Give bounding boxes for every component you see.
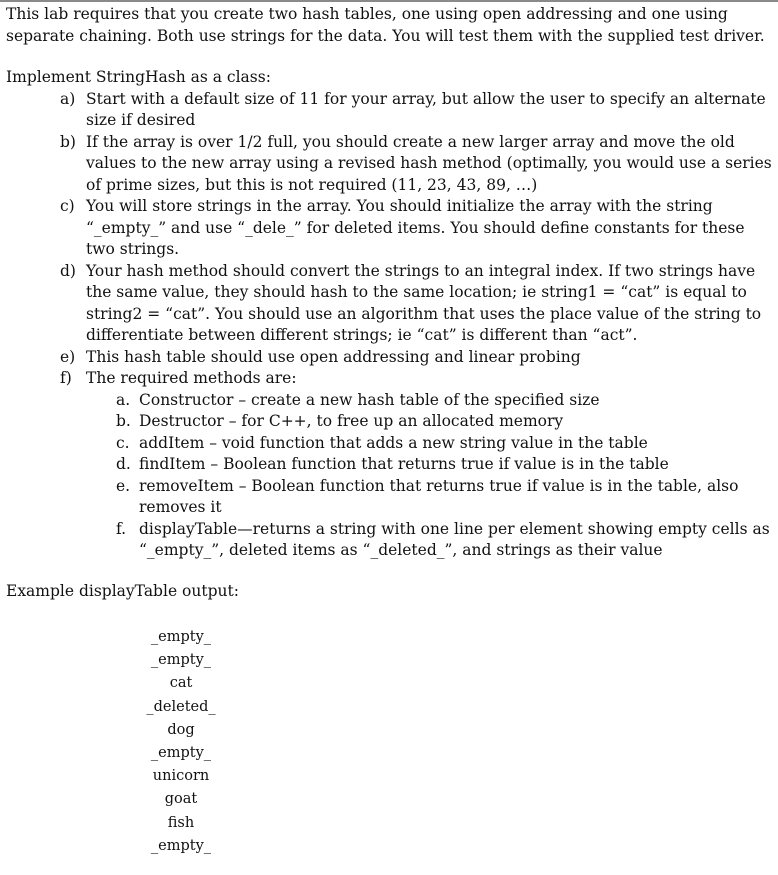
method-text: removeItem – Boolean function that returns true if value is in the table, also removes it bbox=[139, 476, 739, 516]
example-output-line: dog bbox=[167, 721, 195, 738]
requirement-item-d bbox=[6, 261, 772, 347]
example-output-line: _empty_ bbox=[150, 745, 212, 762]
example-output-line: fish bbox=[167, 814, 195, 831]
list-marker: a. bbox=[116, 390, 131, 409]
top-border bbox=[0, 0, 778, 2]
document-page bbox=[6, 4, 772, 858]
list-marker: d. bbox=[116, 455, 131, 473]
list-marker: c. bbox=[116, 433, 130, 452]
list-marker: b. bbox=[116, 412, 131, 430]
method-item-displaytable bbox=[6, 519, 772, 562]
intro-paragraph: This lab requires that you create two hash tables, one using open addressing and one using separate chaining. Both use strings for the data. You will test them with the supplied test driver. bbox=[6, 5, 765, 45]
requirement-item-e bbox=[6, 347, 772, 369]
method-item-destructor bbox=[6, 411, 772, 433]
method-text: displayTable—returns a string with one line per element showing empty cells as “_empty_”, deleted items as “_deleted_”, and strings as their value bbox=[139, 519, 770, 559]
example-output-line: goat bbox=[164, 791, 198, 808]
methods-list bbox=[6, 390, 772, 562]
example-output-line: unicorn bbox=[152, 768, 210, 785]
requirement-text: The required methods are: bbox=[86, 369, 297, 387]
list-marker: d) bbox=[60, 261, 76, 280]
example-output-line: _empty_ bbox=[150, 652, 212, 669]
requirements-list bbox=[6, 89, 772, 390]
requirement-text: This hash table should use open addressing and linear probing bbox=[86, 347, 581, 366]
requirement-item-b bbox=[6, 132, 772, 197]
method-item-finditem bbox=[6, 454, 772, 476]
example-output-block bbox=[146, 626, 216, 858]
requirement-text: Your hash method should convert the strings to an integral index. If two strings have the same value, they should hash to the same location; ie string1 = “cat” is equal to string2 = “cat”. You should use an algorithm that uses the place value of the string to differentiate between different strings; ie “cat” is different than “act”. bbox=[86, 261, 762, 344]
list-marker: b) bbox=[60, 132, 76, 151]
method-text: Constructor – create a new hash table of the specified size bbox=[139, 390, 600, 409]
list-marker: c) bbox=[60, 197, 75, 215]
list-marker: f. bbox=[116, 519, 127, 538]
example-output-line: _deleted_ bbox=[146, 698, 216, 715]
list-marker: e) bbox=[60, 347, 76, 366]
list-marker: a) bbox=[60, 89, 76, 108]
requirement-text: You will store strings in the array. You should initialize the array with the string “_empty_” and use “_dele_” for deleted items. You should define constants for these two strings. bbox=[86, 197, 745, 258]
method-text: findItem – Boolean function that returns true if value is in the table bbox=[139, 455, 669, 473]
list-marker: f) bbox=[60, 369, 72, 387]
method-item-constructor bbox=[6, 390, 772, 412]
method-text: Destructor – for C++, to free up an allocated memory bbox=[139, 412, 564, 430]
method-item-additem bbox=[6, 433, 772, 455]
requirement-item-f bbox=[6, 368, 772, 390]
method-item-removeitem bbox=[6, 476, 772, 519]
requirement-item-c bbox=[6, 196, 772, 261]
example-output-line: _empty_ bbox=[150, 629, 212, 645]
implement-heading: Implement StringHash as a class: bbox=[6, 68, 271, 86]
requirement-item-a bbox=[6, 89, 772, 132]
example-heading: Example displayTable output: bbox=[6, 581, 239, 600]
requirement-text: If the array is over 1/2 full, you should create a new larger array and move the old values to the new array using a revised hash method (optimally, you would use a series of prime sizes, but this is not required (11, 23, 43, 89, …) bbox=[86, 132, 772, 194]
example-output-line: cat bbox=[169, 675, 193, 692]
method-text: addItem – void function that adds a new string value in the table bbox=[139, 433, 648, 452]
list-marker: e. bbox=[116, 476, 131, 495]
requirement-text: Start with a default size of 11 for your array, but allow the user to specify an alternate size if desired bbox=[86, 89, 766, 129]
example-output-line: _empty_ bbox=[150, 837, 212, 854]
